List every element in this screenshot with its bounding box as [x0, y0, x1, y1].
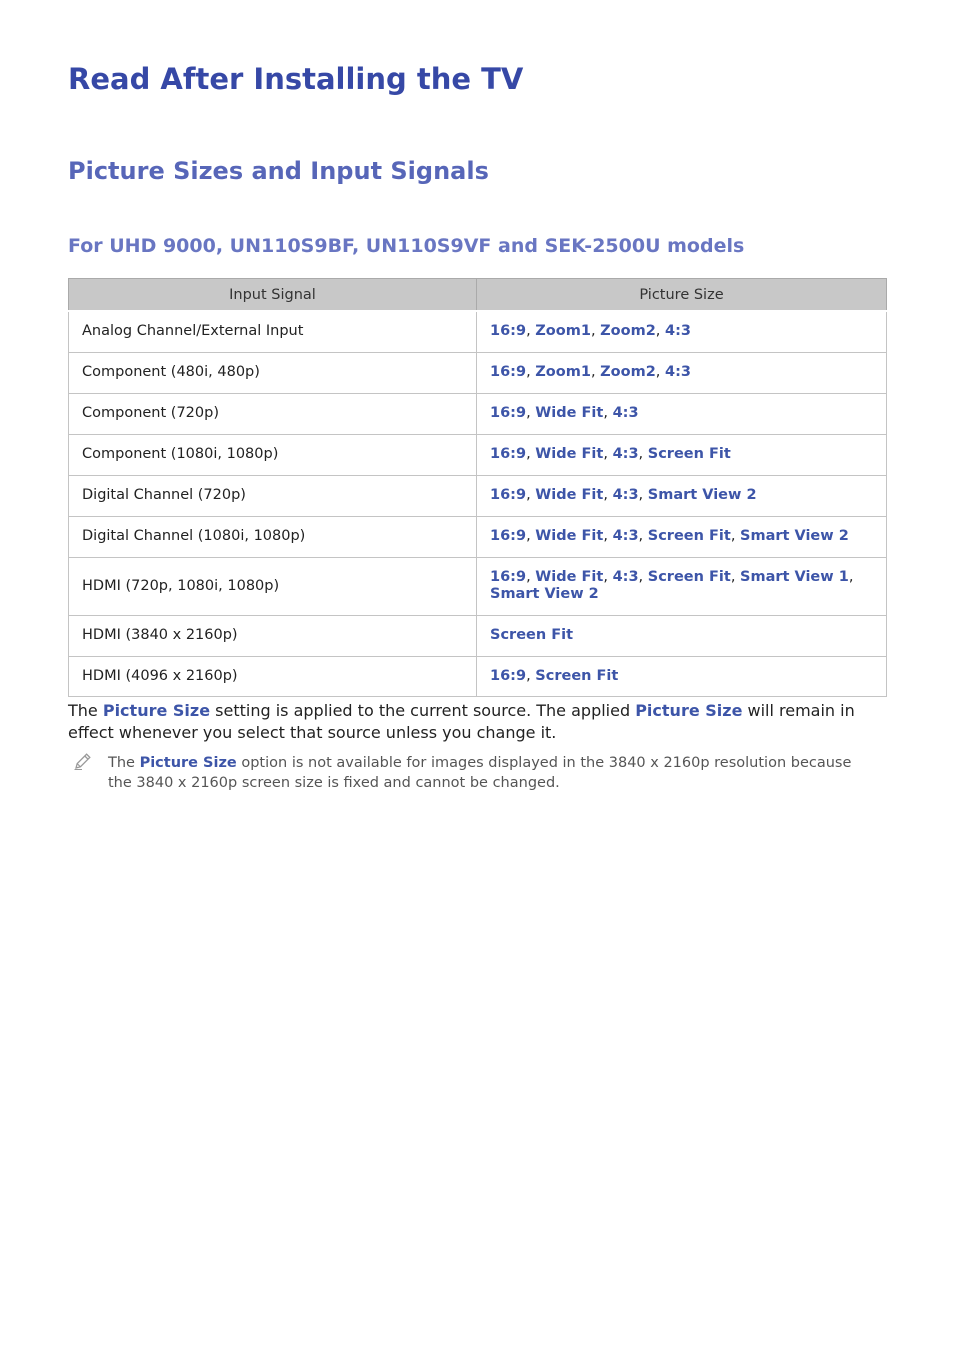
- input-signal-cell: Component (480i, 480p): [69, 352, 477, 393]
- separator: ,: [730, 528, 741, 544]
- picture-size-option: 16:9: [490, 569, 527, 585]
- picture-size-option: 4:3: [612, 569, 639, 585]
- separator: ,: [526, 528, 536, 544]
- separator: ,: [526, 487, 536, 503]
- separator: ,: [603, 405, 613, 421]
- picture-size-option: 16:9: [490, 446, 527, 462]
- page-title: Read After Installing the TV: [68, 62, 524, 96]
- separator: ,: [590, 323, 601, 340]
- table-row: [69, 311, 887, 352]
- picture-size-option: Wide Fit: [535, 487, 604, 503]
- picture-size-option: 4:3: [612, 528, 639, 544]
- separator: ,: [590, 364, 601, 380]
- picture-size-option: 16:9: [490, 323, 527, 340]
- input-signal-cell: Component (1080i, 1080p): [69, 434, 477, 475]
- picture-size-cell: [477, 615, 887, 656]
- section-title: Picture Sizes and Input Signals: [68, 157, 489, 185]
- table-row: [69, 393, 887, 434]
- picture-size-option: 4:3: [612, 487, 639, 503]
- picture-size-option: 16:9: [490, 528, 527, 544]
- picture-size-term: Picture Size: [635, 701, 743, 720]
- header-input-signal: Input Signal: [69, 279, 477, 312]
- picture-size-option: Smart View 2: [490, 586, 599, 602]
- table-row: [69, 615, 887, 656]
- picture-size-option: Screen Fit: [490, 627, 574, 643]
- input-signal-cell: HDMI (720p, 1080i, 1080p): [69, 557, 477, 615]
- picture-size-option: Smart View 1: [740, 569, 849, 585]
- picture-size-option: 16:9: [490, 667, 527, 684]
- picture-size-option: Screen Fit: [647, 569, 731, 585]
- picture-size-option: Zoom2: [600, 323, 656, 340]
- picture-size-option: Wide Fit: [535, 528, 604, 544]
- picture-size-cell: [477, 311, 887, 352]
- separator: ,: [526, 667, 536, 684]
- table-header-row: [69, 279, 887, 312]
- picture-size-option: 4:3: [612, 446, 639, 462]
- picture-size-option: Screen Fit: [535, 667, 619, 684]
- subsection-title: For UHD 9000, UN110S9BF, UN110S9VF and SEK-2500U models: [68, 235, 745, 257]
- body-paragraph: [68, 700, 898, 744]
- table-row: [69, 516, 887, 557]
- separator: ,: [526, 405, 536, 421]
- separator: ,: [638, 487, 648, 503]
- picture-size-option: Zoom2: [600, 364, 656, 380]
- separator: ,: [526, 446, 536, 462]
- picture-size-option: 4:3: [665, 364, 691, 380]
- input-signal-cell: HDMI (4096 x 2160p): [69, 656, 477, 696]
- table-row: [69, 557, 887, 615]
- table-row: [69, 656, 887, 696]
- picture-size-option: 4:3: [665, 323, 691, 340]
- picture-size-option: Wide Fit: [535, 569, 604, 585]
- separator: ,: [655, 364, 666, 380]
- picture-size-option: 16:9: [490, 487, 527, 503]
- separator: ,: [603, 487, 613, 503]
- separator: ,: [526, 364, 536, 380]
- picture-size-term: Picture Size: [102, 701, 211, 720]
- picture-size-cell: [477, 393, 887, 434]
- separator: ,: [603, 569, 613, 585]
- picture-size-option: Screen Fit: [647, 528, 731, 544]
- separator: ,: [655, 323, 666, 340]
- paragraph-text: setting is applied to the current source. The applied: [210, 701, 636, 720]
- picture-size-option: Smart View 2: [647, 487, 757, 503]
- picture-size-cell: [477, 475, 887, 516]
- separator: ,: [730, 569, 741, 585]
- paragraph-text: The: [68, 701, 103, 720]
- table-row: [69, 475, 887, 516]
- picture-size-cell: [477, 352, 887, 393]
- picture-size-table: [68, 278, 887, 697]
- picture-size-option: 16:9: [490, 364, 527, 380]
- picture-size-option: Screen Fit: [647, 446, 731, 462]
- picture-size-term: Picture Size: [139, 755, 237, 771]
- input-signal-cell: Digital Channel (720p): [69, 475, 477, 516]
- picture-size-option: Wide Fit: [535, 446, 604, 462]
- input-signal-cell: Analog Channel/External Input: [69, 311, 477, 352]
- note-text: [108, 753, 878, 793]
- table-body: [69, 311, 887, 696]
- separator: ,: [638, 528, 648, 544]
- paragraph-text: will remain in effect whenever you select that source unless you change it.: [68, 701, 855, 742]
- separator: ,: [603, 446, 613, 462]
- picture-size-option: 16:9: [490, 405, 527, 421]
- picture-size-option: Zoom1: [535, 323, 591, 340]
- separator: ,: [848, 569, 854, 585]
- separator: ,: [526, 323, 536, 340]
- pencil-note-icon: [73, 751, 93, 771]
- separator: ,: [638, 569, 648, 585]
- picture-size-option: Zoom1: [535, 364, 591, 380]
- picture-size-cell: [477, 516, 887, 557]
- picture-size-option: Smart View 2: [740, 528, 849, 544]
- input-signal-cell: Digital Channel (1080i, 1080p): [69, 516, 477, 557]
- header-picture-size: Picture Size: [477, 279, 887, 312]
- note-text-part: The: [108, 755, 140, 771]
- separator: ,: [603, 528, 613, 544]
- separator: ,: [526, 569, 536, 585]
- note-text-part: option is not available for images displayed in the 3840 x 2160p resolution because the 3840 x 2160p screen size is fixed and cannot be changed.: [108, 755, 852, 791]
- picture-size-cell: [477, 434, 887, 475]
- picture-size-option: Wide Fit: [535, 405, 604, 421]
- table-row: [69, 434, 887, 475]
- separator: ,: [638, 446, 648, 462]
- picture-size-option: 4:3: [612, 405, 639, 421]
- input-signal-cell: HDMI (3840 x 2160p): [69, 615, 477, 656]
- input-signal-cell: Component (720p): [69, 393, 477, 434]
- picture-size-cell: [477, 656, 887, 696]
- table-row: [69, 352, 887, 393]
- picture-size-cell: [477, 557, 887, 615]
